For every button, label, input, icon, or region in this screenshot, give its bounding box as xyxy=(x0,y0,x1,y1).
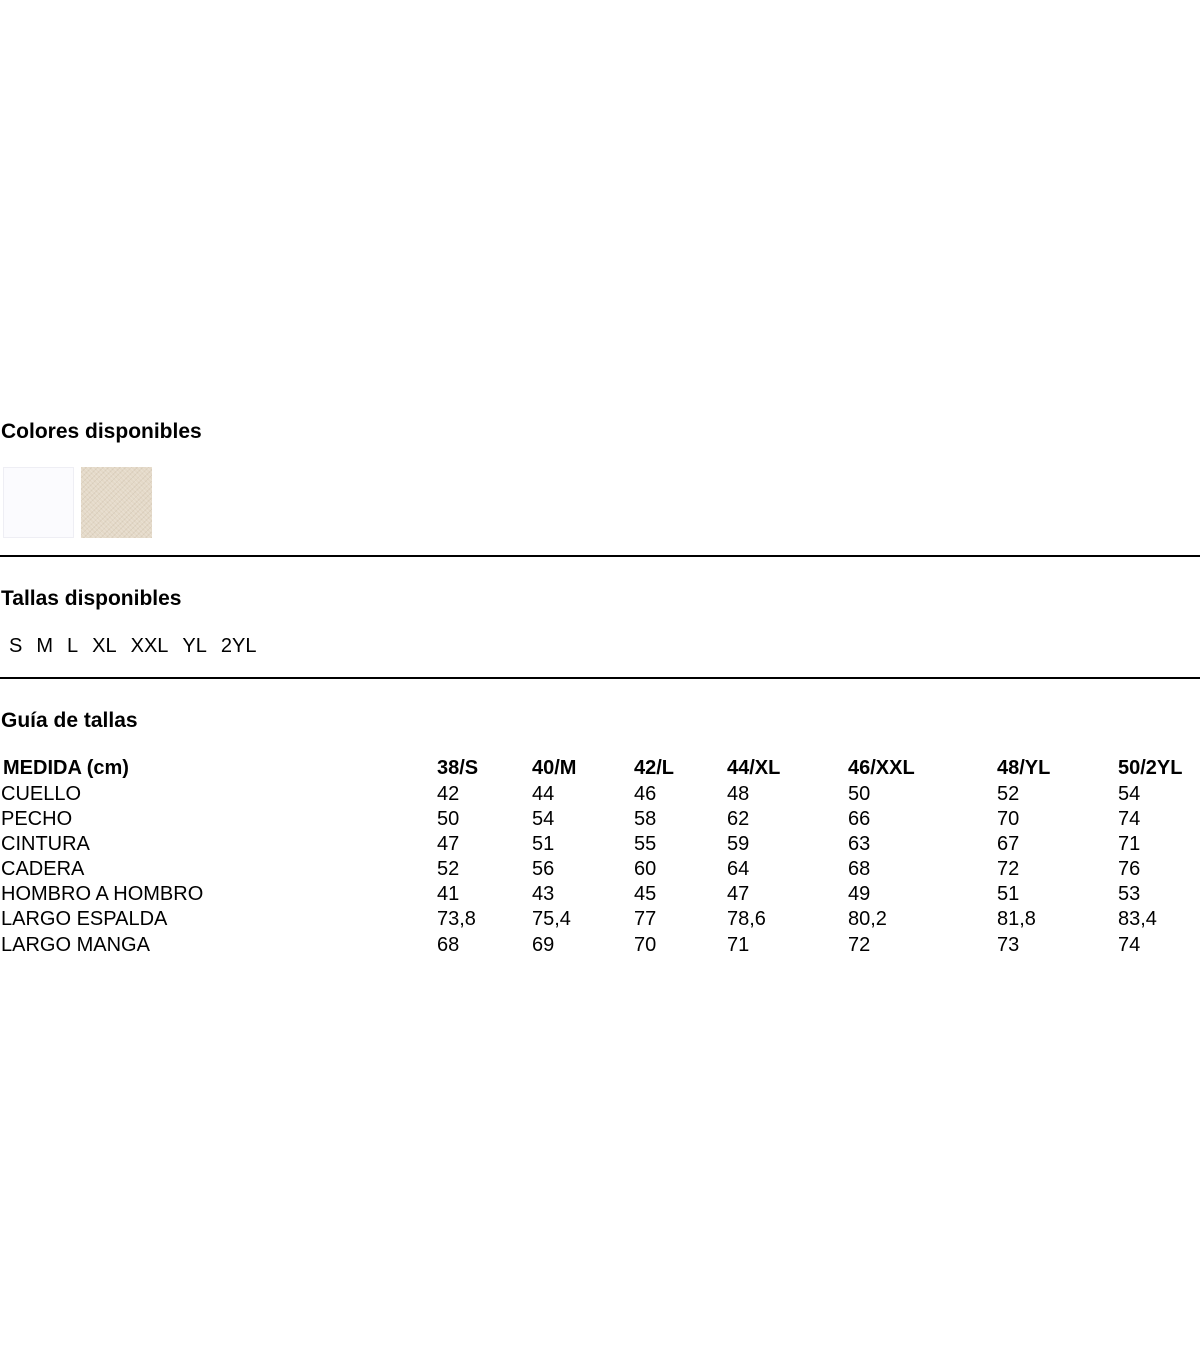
table-header-cell: 38/S xyxy=(437,757,479,779)
table-row xyxy=(0,907,1200,932)
table-cell: 51 xyxy=(532,833,555,856)
table-header-cell: 46/XXL xyxy=(848,757,915,779)
size-option-yl[interactable]: YL xyxy=(182,635,207,657)
size-guide-table xyxy=(0,755,1200,958)
table-cell: 60 xyxy=(634,858,657,881)
table-cell: 54 xyxy=(1118,783,1141,805)
table-header-row xyxy=(0,755,1200,782)
table-cell: 62 xyxy=(727,808,750,831)
table-cell: 50 xyxy=(848,783,871,805)
table-cell: 52 xyxy=(997,783,1020,805)
size-option-l[interactable]: L xyxy=(67,635,79,657)
table-cell: 47 xyxy=(727,883,750,906)
table-header-cell: MEDIDA (cm) xyxy=(3,757,129,779)
table-row xyxy=(0,782,1200,807)
table-cell: 72 xyxy=(997,858,1020,881)
divider xyxy=(0,677,1200,679)
table-cell: 53 xyxy=(1118,883,1141,906)
table-cell: 74 xyxy=(1118,933,1141,956)
table-cell: HOMBRO A HOMBRO xyxy=(1,883,204,906)
size-option-xxl[interactable]: XXL xyxy=(130,635,169,657)
sizes-title: Tallas disponibles xyxy=(1,587,182,610)
table-cell: 56 xyxy=(532,858,555,881)
size-guide-title: Guía de tallas xyxy=(1,709,138,732)
table-cell: 70 xyxy=(634,933,657,956)
color-swatch-white[interactable] xyxy=(3,467,74,538)
divider xyxy=(0,555,1200,557)
table-cell: 70 xyxy=(997,808,1020,831)
table-row xyxy=(0,857,1200,882)
table-header-cell: 40/M xyxy=(532,757,577,779)
size-option-2yl[interactable]: 2YL xyxy=(220,635,257,657)
table-cell: LARGO MANGA xyxy=(1,933,150,956)
table-header-cell: 42/L xyxy=(634,757,675,779)
table-header-cell: 44/XL xyxy=(727,757,781,779)
size-list xyxy=(9,634,256,658)
table-cell: 71 xyxy=(1118,833,1141,856)
table-cell: 42 xyxy=(437,783,460,805)
table-row xyxy=(0,882,1200,907)
table-cell: 54 xyxy=(532,808,555,831)
table-cell: 45 xyxy=(634,883,657,906)
table-cell: 77 xyxy=(634,908,657,931)
table-cell: 76 xyxy=(1118,858,1141,881)
size-option-xl[interactable]: XL xyxy=(92,635,117,657)
size-option-m[interactable]: M xyxy=(36,635,54,657)
table-cell: 50 xyxy=(437,808,460,831)
table-cell: 51 xyxy=(997,883,1020,906)
table-cell: 73 xyxy=(997,933,1020,956)
colors-title: Colores disponibles xyxy=(1,420,202,443)
table-cell: 47 xyxy=(437,833,460,856)
table-cell: CADERA xyxy=(1,858,85,881)
table-cell: CUELLO xyxy=(1,783,82,805)
table-row xyxy=(0,832,1200,857)
table-header-cell: 48/YL xyxy=(997,757,1051,779)
table-cell: 44 xyxy=(532,783,555,805)
table-cell: 48 xyxy=(727,783,750,805)
table-cell: 72 xyxy=(848,933,871,956)
table-cell: 52 xyxy=(437,858,460,881)
table-header-cell: 50/2YL xyxy=(1118,757,1183,779)
table-cell: 49 xyxy=(848,883,871,906)
table-row xyxy=(0,933,1200,958)
table-cell: PECHO xyxy=(1,808,73,831)
table-cell: 71 xyxy=(727,933,750,956)
table-cell: 78,6 xyxy=(727,908,766,931)
table-cell: 66 xyxy=(848,808,871,831)
size-option-s[interactable]: S xyxy=(9,635,23,657)
table-cell: 68 xyxy=(848,858,871,881)
color-swatches xyxy=(3,467,152,538)
color-swatch-natural[interactable] xyxy=(81,467,152,538)
table-cell: 80,2 xyxy=(848,908,887,931)
table-cell: 68 xyxy=(437,933,460,956)
table-cell: 63 xyxy=(848,833,871,856)
table-cell: 67 xyxy=(997,833,1020,856)
table-cell: 69 xyxy=(532,933,555,956)
table-cell: 58 xyxy=(634,808,657,831)
table-cell: CINTURA xyxy=(1,833,90,856)
table-cell: 59 xyxy=(727,833,750,856)
table-cell: 74 xyxy=(1118,808,1141,831)
table-cell: 64 xyxy=(727,858,750,881)
table-cell: 81,8 xyxy=(997,908,1036,931)
table-cell: 73,8 xyxy=(437,908,476,931)
table-cell: 75,4 xyxy=(532,908,571,931)
table-cell: LARGO ESPALDA xyxy=(1,908,168,931)
table-cell: 83,4 xyxy=(1118,908,1157,931)
table-cell: 46 xyxy=(634,783,657,805)
table-cell: 43 xyxy=(532,883,555,906)
table-cell: 41 xyxy=(437,883,460,906)
table-row xyxy=(0,807,1200,832)
table-cell: 55 xyxy=(634,833,657,856)
